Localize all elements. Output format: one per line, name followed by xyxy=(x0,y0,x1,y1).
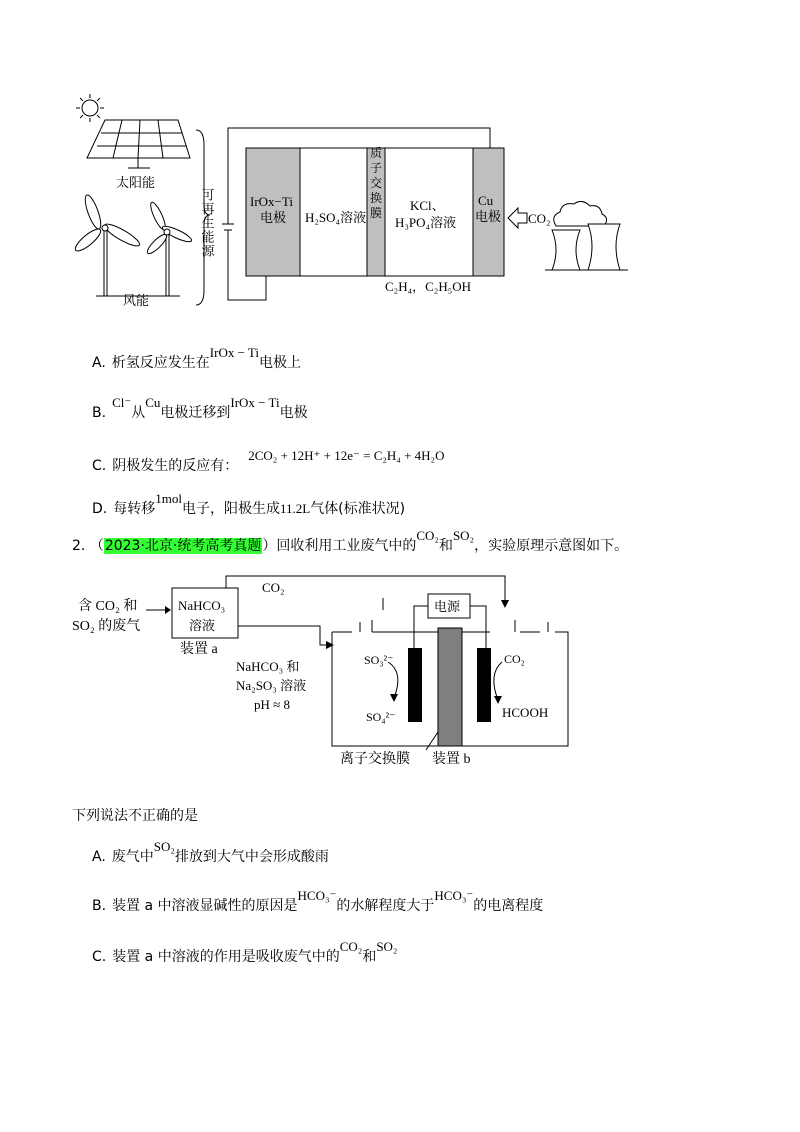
co2-inlet-arrow-icon xyxy=(508,208,527,228)
box-a-label-2: 溶液 xyxy=(189,618,216,633)
formula: CO₂ xyxy=(339,939,363,954)
anode-label-2: 电极 xyxy=(260,210,287,225)
arrow xyxy=(388,662,398,698)
arrow-head-icon xyxy=(326,641,334,649)
formula: SO₂ xyxy=(376,939,398,954)
device-a-label: 装置 a xyxy=(180,642,218,657)
arrow xyxy=(494,662,502,700)
wind-label: 风能 xyxy=(123,293,150,308)
arrow-head-icon xyxy=(390,694,398,702)
question-2-stem: 2. （2023·北京·统考高考真题）回收利用工业废气中的CO₂和SO₂，实验原理示意图如下。 xyxy=(72,528,629,554)
flow-label-2: Na₂SO₃ 溶液 xyxy=(236,678,307,693)
svg-text:可再生能源: 可再生能源 xyxy=(199,188,215,258)
power-label: 电源 xyxy=(434,599,461,614)
so3-label: SO₃²⁻ xyxy=(364,653,394,667)
waste-gas-label: 含 CO₂ 和 xyxy=(78,599,138,614)
anode-label: IrOx−Ti xyxy=(250,194,293,209)
formula: CO₂ xyxy=(416,528,439,543)
membrane-label: 质子交换膜 xyxy=(369,146,383,220)
source-tag[interactable]: 2023·北京·统考高考真题 xyxy=(104,538,262,554)
formula: SO₂ xyxy=(153,839,175,854)
sun-icon xyxy=(76,94,104,122)
formula: HCO₃⁻ xyxy=(434,888,474,903)
so4-label: SO₄²⁻ xyxy=(366,710,396,724)
flow-pipe xyxy=(238,626,332,645)
wind-turbine-icon xyxy=(73,193,194,296)
membrane-label: 离子交换膜 xyxy=(340,752,410,767)
formula: Cl⁻ xyxy=(112,395,132,410)
anode-plate xyxy=(408,648,422,722)
formula: IrOx − Ti xyxy=(209,345,260,360)
co2-right-label: CO₂ xyxy=(504,652,525,666)
products-label: C₂H₄，C₂H₅OH xyxy=(385,279,472,294)
factory-icon xyxy=(545,201,628,270)
formula: 1mol xyxy=(155,491,182,506)
device-b-label: 装置 b xyxy=(432,752,471,767)
flow-label-3: pH ≈ 8 xyxy=(254,697,291,712)
right-solution-1: KCl、 xyxy=(410,198,445,213)
wire xyxy=(414,606,428,648)
formula: 2CO₂ + 12H⁺ + 12e⁻ = C₂H₄ + 4H₂O xyxy=(248,448,445,463)
q2-option-b[interactable]: B. 装置 a 中溶液显碱性的原因是HCO₃⁻的水解程度大于HCO₃⁻的电离程度 xyxy=(92,888,544,914)
q2-option-c[interactable]: C. 装置 a 中溶液的作用是吸收废气中的CO₂和SO₂ xyxy=(92,939,398,965)
formula: Cu xyxy=(145,395,161,410)
solar-label: 太阳能 xyxy=(116,175,156,190)
co2-input-label: CO₂ xyxy=(528,211,551,226)
box-a-label: NaHCO₃ xyxy=(178,598,226,613)
formula: HCO₃⁻ xyxy=(297,888,337,903)
waste-gas-label-2: SO₂ 的废气 xyxy=(72,619,141,634)
electrolysis-figure-1 xyxy=(0,0,800,330)
solar-panel-icon xyxy=(87,120,190,168)
formula: 11.2L xyxy=(279,501,311,516)
wire xyxy=(470,606,486,648)
hcooh-label: HCOOH xyxy=(502,705,549,720)
formula: IrOx − Ti xyxy=(230,395,280,410)
q1-option-a[interactable]: A. 析氢反应发生在IrOx − Ti电极上 xyxy=(92,345,302,371)
cathode-plate xyxy=(477,648,491,722)
q1-option-c[interactable]: C. 阴极发生的反应有：2CO₂ + 12H⁺ + 12e⁻ = C₂H₄ + 4H₂O xyxy=(92,448,445,474)
question-2-prompt: 下列说法不正确的是 xyxy=(72,808,198,824)
left-solution: H₂SO₄溶液 xyxy=(305,210,367,225)
renewable-label xyxy=(200,188,215,258)
co2-top-label: CO₂ xyxy=(262,580,285,595)
flow-label-1: NaHCO₃ 和 xyxy=(236,659,300,674)
arrow-head-icon xyxy=(165,606,171,614)
q1-option-d[interactable]: D. 每转移1mol电子，阳极生成11.2L气体(标准状况) xyxy=(92,491,406,517)
experiment-figure-2 xyxy=(0,560,800,780)
cathode-label-2: 电极 xyxy=(475,209,502,224)
q1-option-b[interactable]: B.Cl⁻从Cu电极迁移到IrOx − Ti电极 xyxy=(92,395,308,421)
right-solution-2: H₃PO₄溶液 xyxy=(395,215,457,230)
q2-option-a[interactable]: A. 废气中SO₂排放到大气中会形成酸雨 xyxy=(92,839,329,865)
arrow-head-icon xyxy=(501,600,509,608)
arrow-head-icon xyxy=(494,696,502,704)
ion-exchange-membrane xyxy=(438,628,462,746)
membrane-pointer xyxy=(426,732,438,750)
formula: SO₂ xyxy=(452,528,475,543)
cathode-label: Cu xyxy=(478,193,494,208)
